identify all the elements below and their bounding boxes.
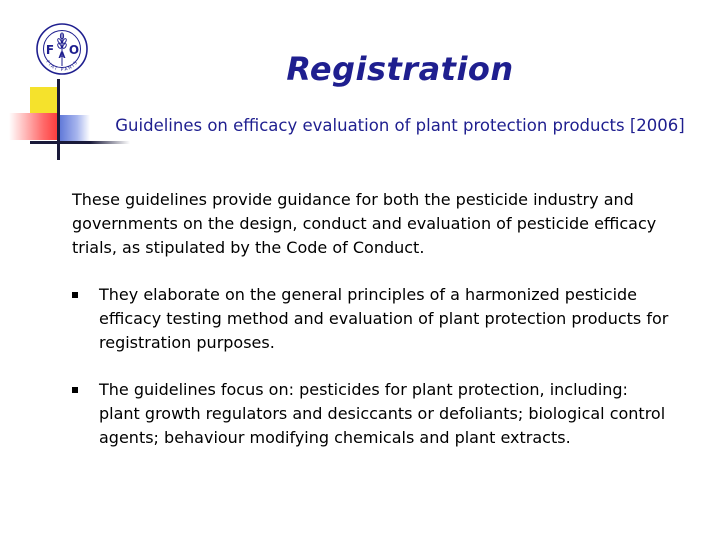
logo-letter-o: O xyxy=(68,43,80,57)
list-item-text: The guidelines focus on: pesticides for plant protection, including: plant growth regulators and desiccants or defoliants; biological control agents; behaviour modifying chemicals and plant extracts. xyxy=(99,380,666,447)
bullet-marker xyxy=(72,292,78,298)
slide-subtitle: Guidelines on efficacy evaluation of plant protection products [2006] xyxy=(115,116,685,135)
logo-letter-a: A xyxy=(58,51,66,61)
decor-red-square xyxy=(9,113,58,140)
intro-paragraph: These guidelines provide guidance for both the pesticide industry and governments on the design, conduct and evaluation of pesticide efficacy trials, as stipulated by the Code of Conduct. xyxy=(72,190,657,257)
bullet-marker xyxy=(72,387,78,393)
decor-yellow-square xyxy=(30,87,58,114)
decor-horizontal-line xyxy=(30,141,130,144)
fao-logo xyxy=(35,22,89,76)
logo-letter-f: F xyxy=(45,43,55,57)
decor-vertical-line xyxy=(57,79,60,160)
logo-motto: FIAT PANIS xyxy=(44,59,80,74)
wheat-ear-icon xyxy=(57,33,67,66)
list-item xyxy=(72,283,672,355)
slide-title: Registration xyxy=(286,50,514,88)
list-item-text: They elaborate on the general principles of a harmonized pesticide efficacy testing method and evaluation of plant protection products for registration purposes. xyxy=(99,285,669,352)
list-item xyxy=(72,378,672,450)
decor-blue-square xyxy=(58,115,90,143)
